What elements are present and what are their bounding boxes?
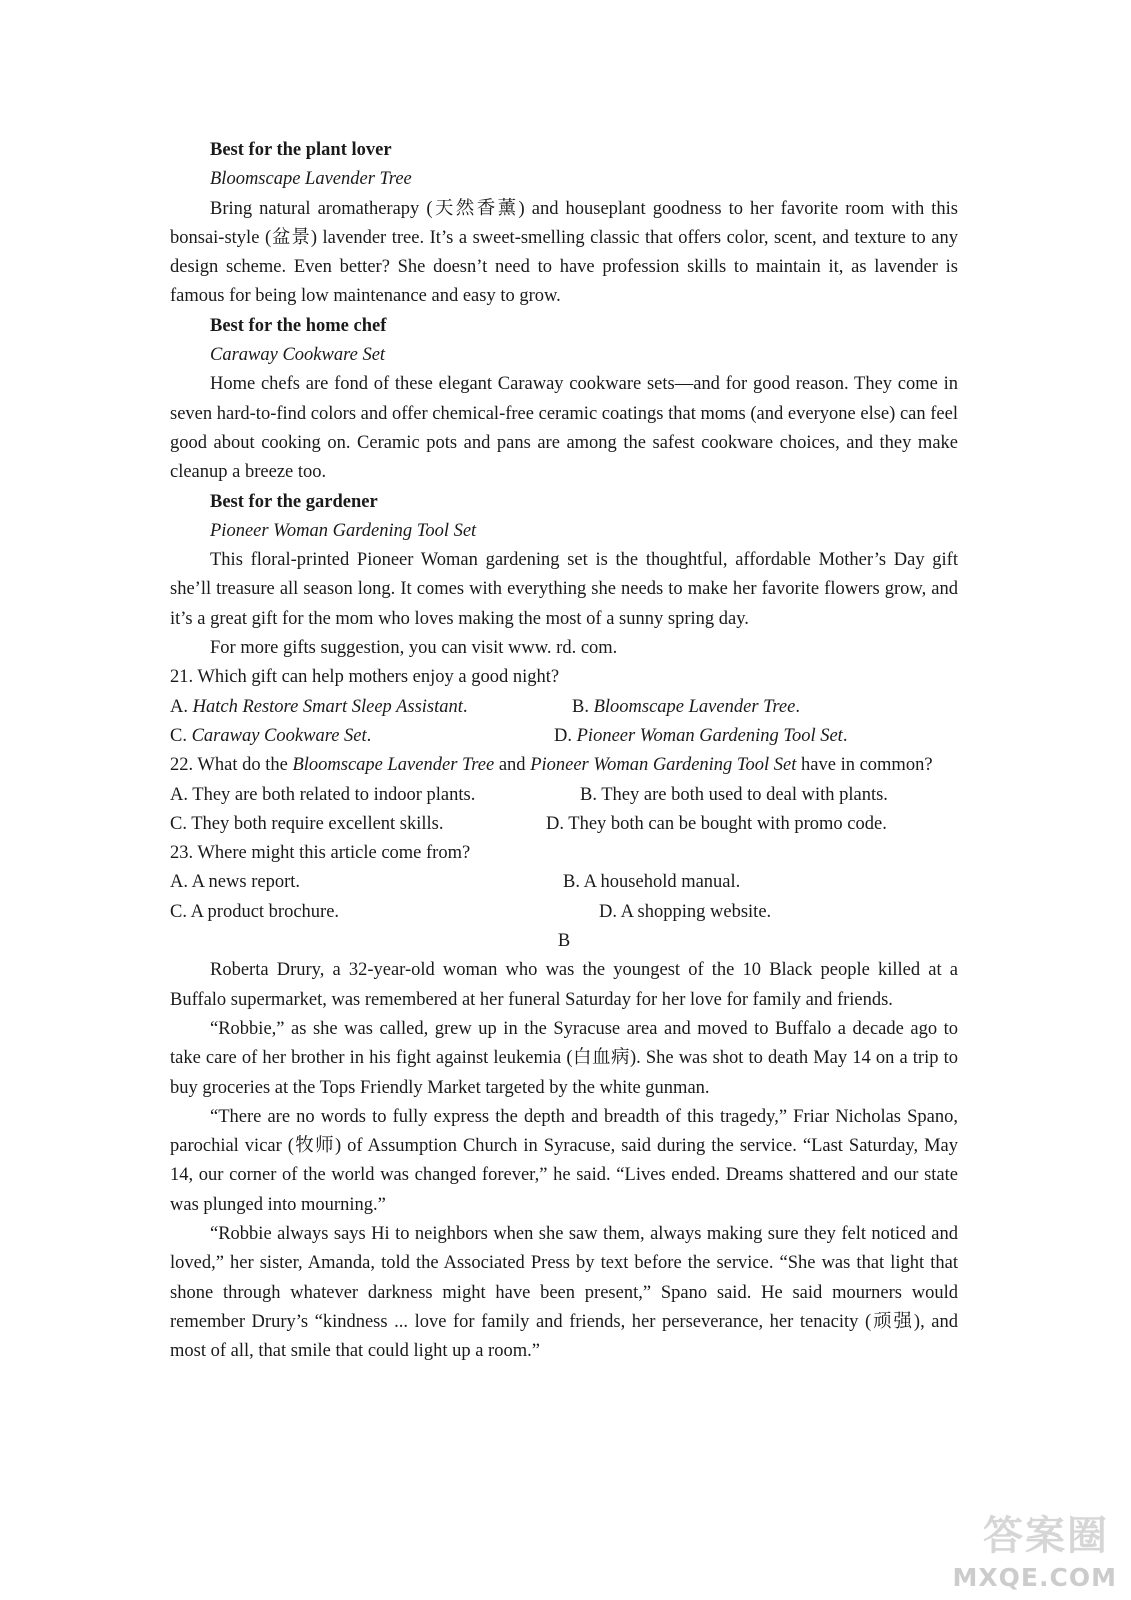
heading-home-chef: Best for the home chef xyxy=(210,315,387,336)
question-23-options-row-1 xyxy=(170,868,958,897)
option-23-b: B. A household manual. xyxy=(563,872,741,893)
option-21-a: A. Hatch Restore Smart Sleep Assistant. xyxy=(170,696,468,717)
product-name-lavender: Bloomscape Lavender Tree xyxy=(210,169,412,190)
option-22-b: B. They are both used to deal with plants. xyxy=(580,784,888,805)
question-22-options-row-1 xyxy=(170,781,958,810)
product-name-gardening: Pioneer Woman Gardening Tool Set xyxy=(210,520,477,541)
section-b-label: B xyxy=(557,931,571,952)
option-22-c: C. They both require excellent skills. xyxy=(170,813,444,834)
option-21-d: D. Pioneer Woman Gardening Tool Set. xyxy=(554,725,848,746)
section-b-paragraph-1: Roberta Drury, a 32-year-old woman who was the youngest of the 10 Black people killed at a Buffalo supermarket, was remembered at her funeral Saturday for her love for family and friends. xyxy=(170,960,958,1010)
option-22-d: D. They both can be bought with promo code. xyxy=(546,813,887,834)
question-21-options-row-2 xyxy=(170,722,958,751)
heading-gardener: Best for the gardener xyxy=(210,491,378,512)
option-21-b: B. Bloomscape Lavender Tree. xyxy=(572,696,800,717)
document-page xyxy=(170,136,958,1366)
option-23-a: A. A news report. xyxy=(170,872,300,893)
section-b-paragraph-4: “Robbie always says Hi to neighbors when she saw them, always making sure they felt noticed and loved,” her sister, Amanda, told the Associated Press by text before the service. “She was that light that shone through whatever darkness might have been present,” Spano said. He said mourners would remember Drury’s “kindness ... love for family and friends, her perseverance, her tenacity (顽强), and most of all, that smile that could light up a room.” xyxy=(170,1223,958,1362)
question-21-options-row-1 xyxy=(170,693,958,722)
question-23-stem: 23. Where might this article come from? xyxy=(170,843,471,864)
site-watermark xyxy=(917,1504,1117,1592)
paragraph-lavender: Bring natural aromatherapy (天然香薰) and houseplant goodness to her favorite room with this bonsai-style (盆景) lavender tree. It’s a sweet-smelling classic that offers color, scent, and texture to any design scheme. Even better? She doesn’t need to have profession skills to maintain it, as lavender is famous for being low maintenance and easy to grow. xyxy=(170,198,958,307)
question-23-options-row-2 xyxy=(170,898,958,927)
question-22-options-row-2 xyxy=(170,810,958,839)
question-22-stem: 22. What do the Bloomscape Lavender Tree and Pioneer Woman Gardening Tool Set have in common? xyxy=(170,755,933,776)
section-b-paragraph-2: “Robbie,” as she was called, grew up in the Syracuse area and moved to Buffalo a decade ago to take care of her brother in his fight against leukemia (白血病). She was shot to death May 14 on a trip to buy groceries at the Tops Friendly Market targeted by the white gunman. xyxy=(170,1018,958,1098)
heading-plant-lover: Best for the plant lover xyxy=(210,140,392,160)
paragraph-gardening: This floral-printed Pioneer Woman gardening set is the thoughtful, affordable Mother’s Day gift she’ll treasure all season long. It comes with everything she needs to make her favorite flowers grow, and it’s a great gift for the mom who loves making the most of a sunny spring day. xyxy=(170,550,958,629)
closing-line: For more gifts suggestion, you can visit www. rd. com. xyxy=(210,638,618,659)
option-23-d: D. A shopping website. xyxy=(599,901,772,922)
product-name-cookware: Caraway Cookware Set xyxy=(210,345,386,366)
paragraph-cookware: Home chefs are fond of these elegant Caraway cookware sets—and for good reason. They come in seven hard-to-find colors and offer chemical-free ceramic coatings that moms (and everyone else) can feel good about cooking on. Ceramic pots and pans are among the safest cookware choices, and they make cleanup a breeze too. xyxy=(170,374,958,483)
option-21-c: C. Caraway Cookware Set. xyxy=(170,725,372,746)
question-21-stem: 21. Which gift can help mothers enjoy a good night? xyxy=(170,667,560,688)
watermark-logo-text: 答案圈 xyxy=(983,1513,1109,1559)
option-22-a: A. They are both related to indoor plants. xyxy=(170,784,476,805)
option-23-c: C. A product brochure. xyxy=(170,901,340,922)
section-b-paragraph-3: “There are no words to fully express the depth and breadth of this tragedy,” Friar Nicholas Spano, parochial vicar (牧师) of Assumption Church in Syracuse, said during the service. “Last Saturday, May 14, our corner of the world was changed forever,” he said. “Lives ended. Dreams shattered and our state was plunged into mourning.” xyxy=(170,1106,958,1215)
watermark-domain: MXQE.COM xyxy=(952,1563,1117,1592)
